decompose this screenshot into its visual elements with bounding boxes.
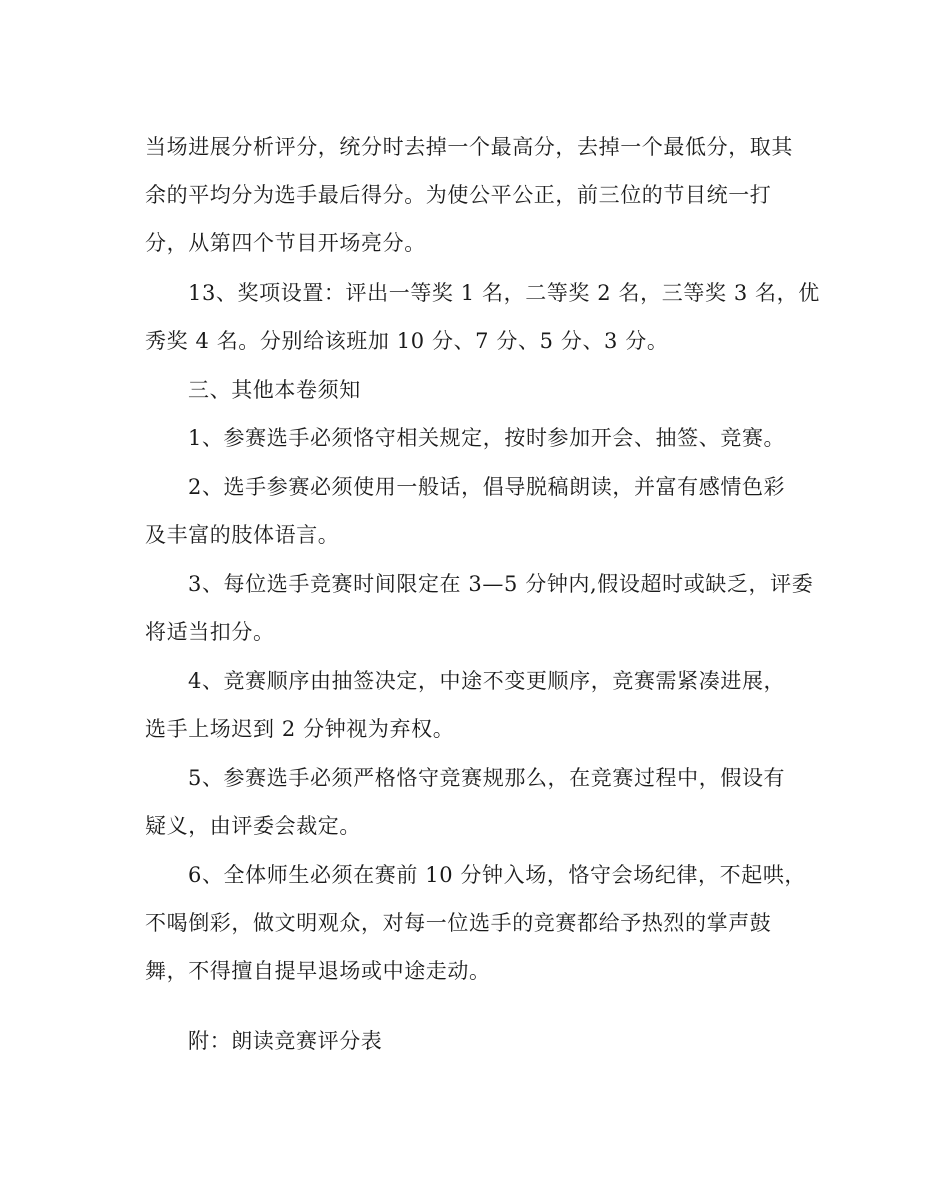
paragraph-first-line: 3、每位选手竞赛时间限定在 3—5 分钟内,假设超时或缺乏，评委 [188, 572, 814, 596]
text-line: 余的平均分为选手最后得分。为使公平公正，前三位的节目统一打 [145, 183, 772, 207]
text-line: 秀奖 4 名。分别给该班加 10 分、7 分、5 分、3 分。 [145, 329, 669, 353]
text-line: 舞，不得擅自提早退场或中途走动。 [145, 959, 491, 983]
paragraph-first-line: 13、奖项设置：评出一等奖 1 名，二等奖 2 名，三等奖 3 名，优 [188, 281, 820, 305]
paragraph-first-line: 4、竞赛顺序由抽签决定，中途不变更顺序，竞赛需紧凑进展， [188, 669, 786, 693]
text-line: 不喝倒彩，做文明观众，对每一位选手的竞赛都给予热烈的掌声鼓 [145, 911, 772, 935]
paragraph-first-line: 6、全体师生必须在赛前 10 分钟入场，恪守会场纪律，不起哄， [188, 863, 807, 887]
text-line: 当场进展分析评分，统分时去掉一个最高分，去掉一个最低分，取其 [145, 135, 793, 159]
text-line: 分，从第四个节目开场亮分。 [145, 231, 426, 255]
text-line: 选手上场迟到 2 分钟视为弃权。 [145, 717, 455, 741]
text-line: 将适当扣分。 [145, 620, 275, 644]
paragraph-first-line: 2、选手参赛必须使用一般话，倡导脱稿朗读，并富有感情色彩 [188, 475, 786, 499]
paragraph-first-line: 1、参赛选手必须恪守相关规定，按时参加开会、抽签、竞赛。 [188, 426, 786, 450]
paragraph-first-line: 5、参赛选手必须严格恪守竞赛规那么，在竞赛过程中，假设有 [188, 766, 786, 790]
text-line: 疑义，由评委会裁定。 [145, 814, 361, 838]
appendix-heading: 附：朗读竞赛评分表 [188, 1029, 383, 1053]
section-heading: 三、其他本卷须知 [188, 378, 361, 402]
text-line: 及丰富的肢体语言。 [145, 523, 340, 547]
